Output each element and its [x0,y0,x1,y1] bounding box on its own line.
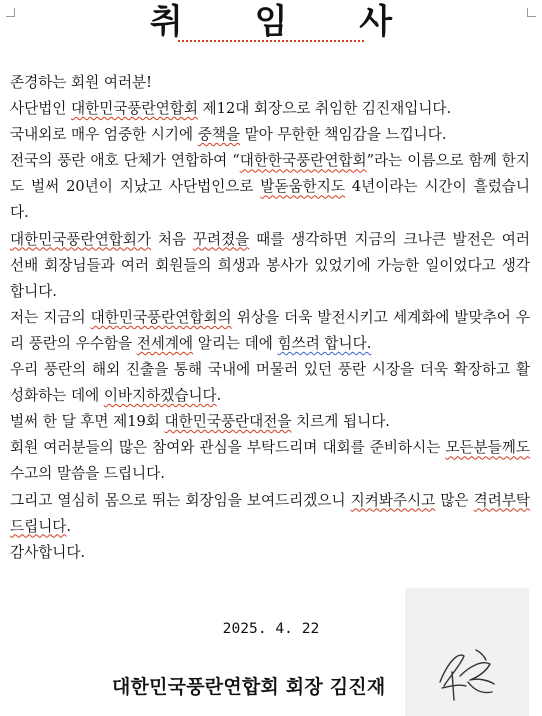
handwritten-signature [430,642,500,704]
paragraph-history: 전국의 풍란 애호 단체가 연합하여 “대한한국풍란연합회”라는 이름으로 함께 한지도 벌써 20년이 지났고 사단법인으로 발돋움한지도 4년이라는 시간이 흘렀습니다. [10,152,530,222]
document-title: 취 임 사 [149,2,423,42]
paragraph-development: 대한민국풍란연합회가 처음 꾸려졌을 때를 생각하면 지금의 크나큰 발전은 여러 선배 회장님들과 여러 회원들의 희생과 봉사가 있었기에 가능한 일이었다고 생각합니다. [10,230,530,300]
signatory-name: 대한민국풍란연합회 회장 김진재 [112,676,386,698]
title-spellcheck-underline [178,40,364,42]
paragraph-vision: 저는 지금의 대한민국풍란연합회의 위상을 더욱 발전시키고 세계화에 발맞추어 우리 풍란의 우수함을 전세계에 알리는 데에 힘쓰려 합니다. [10,308,530,352]
paragraph-request: 회원 여러분들의 많은 참여와 관심을 부탁드리며 대회를 준비하시는 모든분들께도 수고의 말씀을 드립니다. [10,439,530,483]
paragraph-thanks: 감사합니다. [10,543,86,561]
document-body [10,70,530,566]
document-date: 2025. 4. 22 [222,620,320,637]
paragraph-pledge: 그리고 열심히 몸으로 뛰는 회장임을 보여드리겠으니 지켜봐주시고 많은 격려부탁드립니다. [10,491,531,535]
paragraph-expansion: 우리 풍란의 해외 진출을 통해 국내에 머물러 있던 풍란 시장을 더욱 확장하고 활성화하는 데에 이바지하겠습니다. [10,361,530,405]
paragraph-exhibition: 벌써 한 달 후면 제19회 대한민국풍란대전을 치르게 됩니다. [10,413,390,431]
paragraph-greeting: 존경하는 회원 여러분! [10,74,153,91]
paragraph-responsibility: 국내외로 매우 엄중한 시기에 중책을 맡아 무한한 책임감을 느낍니다. [10,126,447,144]
paragraph-introduction: 사단법인 대한민국풍란연합회 제12대 회장으로 취임한 김진재입니다. [10,100,452,118]
